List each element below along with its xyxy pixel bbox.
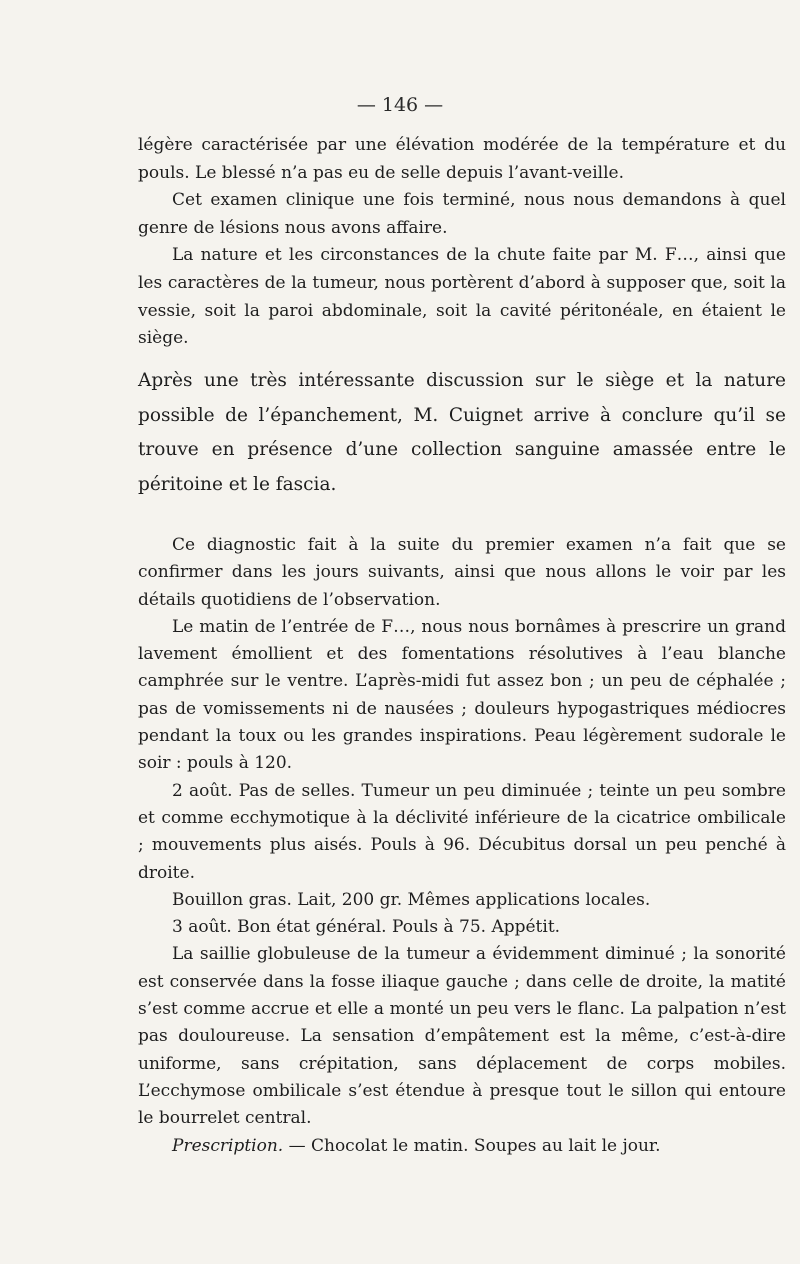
paragraph: Bouillon gras. Lait, 200 gr. Mêmes applications locales.: [172, 889, 651, 910]
text-block-upper: [138, 132, 786, 353]
paragraph: légère caractérisée par une élévation modérée de la température et du pouls. Le blessé n’a pas eu de selle depuis l’avant-veille.: [138, 135, 786, 183]
paragraph: La saillie globuleuse de la tumeur a évidemment diminué ; la sonorité est conservée dans la fosse iliaque gauche ; dans celle de droite, la matité s’est comme accrue et elle a monté un peu vers le flanc. La palpation n’est pas douloureuse. La sensation d’empâtement est la même, c’est-à-dire uniforme, sans crépitation, sans déplacement de corps mobiles. L’ecchymose ombilicale s’est étendue à presque tout le sillon qui entoure le bourrelet central.: [138, 944, 786, 1129]
paragraph: Le matin de l’entrée de F…, nous nous bornâmes à prescrire un grand lavement émollient et des fomentations résolutives à l’eau blanche camphrée sur le ventre. L’après-midi fut assez bon ; un peu de céphalée ; pas de vomissements ni de nausées ; douleurs hypogastriques médiocres pendant la toux ou les grandes inspirations. Peau légèrement sudorale le soir : pouls à 120.: [138, 616, 786, 774]
paragraph: 3 août. Bon état général. Pouls à 75. Appétit.: [172, 917, 561, 938]
paragraph: La nature et les circonstances de la chute faite par M. F…, ainsi que les caractères de la tumeur, nous portèrent d’abord à supposer que, soit la vessie, soit la paroi abdominale, soit la cavité péritonéale, en étaient le siège.: [138, 245, 786, 349]
paragraph: Cet examen clinique une fois terminé, nous nous demandons à quel genre de lésions nous avons affaire.: [138, 190, 786, 238]
text-block-discussion: [138, 364, 786, 502]
paragraph: Ce diagnostic fait à la suite du premier examen n’a fait que se confirmer dans les jours suivants, ainsi que nous allons le voir par les détails quotidiens de l’observation.: [138, 535, 786, 610]
page-number: — 146 —: [356, 94, 444, 116]
paragraph: Après une très intéressante discussion sur le siège et la nature possible de l’épanchement, M. Cuignet arrive à conclure qu’il se trouve en présence d’une collection sanguine amassée entre le péritoine et le fascia.: [138, 370, 786, 495]
paragraph: 2 août. Pas de selles. Tumeur un peu diminuée ; teinte un peu sombre et comme ecchymotique à la déclivité inférieure de la cicatrice ombilicale ; mouvements plus aisés. Pouls à 96. Décubitus dorsal un peu penché à droite.: [138, 780, 786, 883]
prescription-paragraph: [138, 1133, 786, 1160]
prescription-text: — Chocolat le matin. Soupes au lait le jour.: [283, 1135, 661, 1156]
prescription-label: Prescription.: [172, 1135, 284, 1156]
text-block-observation: [138, 532, 786, 1160]
